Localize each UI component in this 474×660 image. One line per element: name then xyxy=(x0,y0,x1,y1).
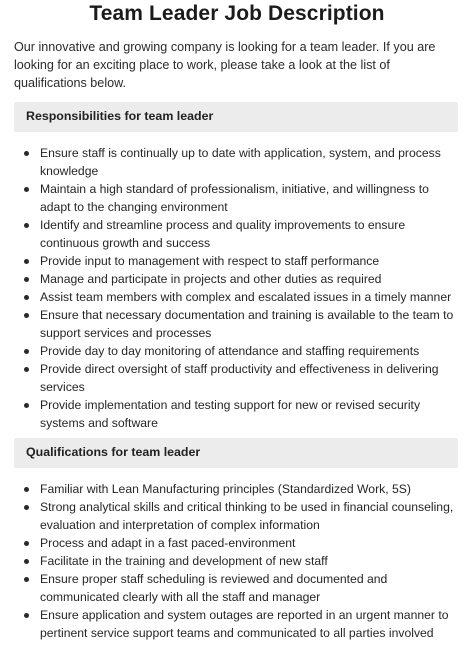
list-item: Maintain a high standard of professionalism, initiative, and willingness to adapt to the changing environment xyxy=(22,180,462,216)
list-item: Ensure proper staff scheduling is reviewed and documented and communicated clearly with all the staff and manager xyxy=(22,570,462,606)
page-title: Team Leader Job Description xyxy=(89,2,385,25)
list-item: Facilitate in the training and development of new staff xyxy=(22,552,462,570)
list-item: Ensure application and system outages are reported in an urgent manner to pertinent service support teams and communicated to all parties involved xyxy=(22,606,462,642)
list-item: Strong analytical skills and critical thinking to be used in financial counseling, evaluation and interpretation of complex information xyxy=(22,498,462,534)
list-item: Manage and participate in projects and other duties as required xyxy=(22,270,462,288)
qualifications-heading: Qualifications for team leader xyxy=(26,445,201,459)
qualifications-list xyxy=(22,480,462,642)
list-item: Ensure staff is continually up to date with application, system, and process knowledge xyxy=(22,144,462,180)
list-item: Identify and streamline process and quality improvements to ensure continuous growth and success xyxy=(22,216,462,252)
intro-paragraph: Our innovative and growing company is looking for a team leader. If you are looking for an exciting place to work, please take a look at the list of qualifications below. xyxy=(14,40,436,90)
list-item: Provide input to management with respect to staff performance xyxy=(22,252,462,270)
list-item: Provide day to day monitoring of attendance and staffing requirements xyxy=(22,342,462,360)
list-item: Ensure that necessary documentation and training is available to the team to support services and processes xyxy=(22,306,462,342)
responsibilities-heading: Responsibilities for team leader xyxy=(26,109,214,123)
list-item: Provide direct oversight of staff productivity and effectiveness in delivering services xyxy=(22,360,462,396)
list-item: Provide implementation and testing support for new or revised security systems and software xyxy=(22,396,462,432)
qualifications-header xyxy=(14,438,458,468)
responsibilities-header xyxy=(14,102,458,132)
list-item: Process and adapt in a fast paced-environment xyxy=(22,534,462,552)
list-item: Assist team members with complex and escalated issues in a timely manner xyxy=(22,288,462,306)
list-item: Familiar with Lean Manufacturing principles (Standardized Work, 5S) xyxy=(22,480,462,498)
responsibilities-list xyxy=(22,144,462,432)
